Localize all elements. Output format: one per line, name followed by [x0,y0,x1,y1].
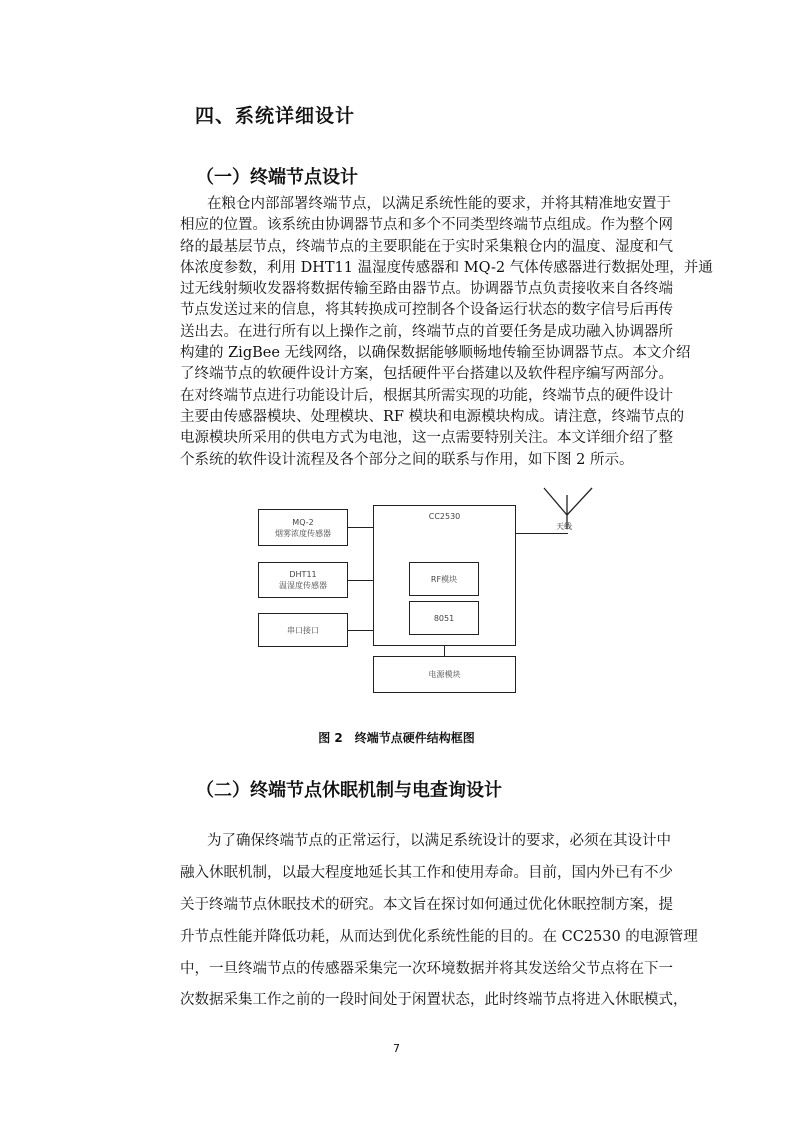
dht11-label-line1: DHT11 [289,570,317,579]
text-line: 体浓度参数，利用 DHT11 温湿度传感器和 MQ-2 气体传感器进行数据处理，并通 [180,259,713,276]
subsection-title-2: （二）终端节点休眠机制与电查询设计 [196,780,502,801]
text-line: 了终端节点的软硬件设计方案，包括硬件平台搭建以及软件程序编写两部分。 [180,366,673,383]
text-line: 在对终端节点进行功能设计后，根据其所需实现的功能，终端节点的硬件设计 [180,387,673,404]
connector-dht11 [348,580,373,581]
mq2-label-line2: 烟雾浓度传感器 [275,528,331,538]
text-line: 电源模块所采用的供电方式为电池，这一点需要特别关注。本文详细介绍了整 [180,430,673,447]
hardware-structure-diagram [250,485,610,700]
connector-antenna [516,533,568,534]
text-line: 送出去。在进行所有以上操作之前，终端节点的首要任务是成功融入协调器所 [180,323,673,340]
text-line: 关于终端节点休眠技术的研究。本文旨在探讨如何通过优化休眠控制方案，提 [180,896,673,913]
text-line: 过无线射频收发器将数据传输至路由器节点。协调器节点负责接收来自各终端 [180,281,673,298]
mq2-label-line1: MQ-2 [292,517,314,527]
dht11-sensor-block [258,562,348,598]
mq2-sensor-block [258,509,348,546]
dht11-label-line2: 温湿度传感器 [279,581,327,590]
power-module-block [373,656,516,693]
text-line: 融入休眠机制，以最大程度地延长其工作和使用寿命。目前，国内外已有不少 [180,864,673,881]
text-line: 相应的位置。该系统由协调器节点和多个不同类型终端节点组成。作为整个网 [180,217,673,234]
antenna-label: 天线 [556,522,572,531]
serial-interface-label: 串口接口 [287,625,319,635]
mcu-8051-block [409,601,479,635]
paragraph-sleep-mechanism [180,826,700,1017]
figure-caption: 图 2 终端节点硬件结构框图 [318,731,475,745]
connector-mq2 [348,527,373,528]
text-line: 在粮仓内部部署终端节点，以满足系统性能的要求，并将其精准地安置于 [207,196,671,212]
text-line: 升节点性能并降低功耗，从而达到优化系统性能的目的。在 CC2530 的电源管理 [180,928,698,945]
section-heading: 四、系统详细设计 [195,105,356,127]
connector-power [444,646,445,656]
text-line: 个系统的软件设计流程及各个部分之间的联系与作用，如下图 2 所示。 [180,451,634,468]
page-number: 7 [393,1042,400,1055]
paragraph-terminal-node-design [180,194,713,471]
text-line: 中，一旦终端节点的传感器采集完一次环境数据并将其发送给父节点将在下一 [180,960,673,977]
text-line: 为了确保终端节点的正常运行，以满足系统设计的要求，必须在其设计中 [207,833,671,849]
serial-interface-block [258,613,348,647]
mcu-8051-label: 8051 [433,613,455,623]
power-module-label: 电源模块 [428,670,461,679]
text-line: 构建的 ZigBee 无线网络，以确保数据能够顺畅地传输至协调器节点。本文介绍 [180,345,691,362]
rf-module-block [409,562,479,596]
cc2530-label: CC2530 [428,512,461,521]
text-line: 次数据采集工作之前的一段时间处于闲置状态，此时终端节点将进入休眠模式， [180,992,688,1009]
text-line: 络的最基层节点，终端节点的主要职能在于实时采集粮仓内的温度、湿度和气 [180,238,673,255]
rf-module-label: RF模块 [430,574,458,584]
subsection-title-1: （一）终端节点设计 [196,167,358,188]
text-line: 节点发送过来的信息，将其转换成可控制各个设备运行状态的数字信号后再传 [180,302,673,319]
connector-serial [348,630,373,631]
text-line: 主要由传感器模块、处理模块、RF 模块和电源模块构成。请注意，终端节点的 [180,408,685,425]
